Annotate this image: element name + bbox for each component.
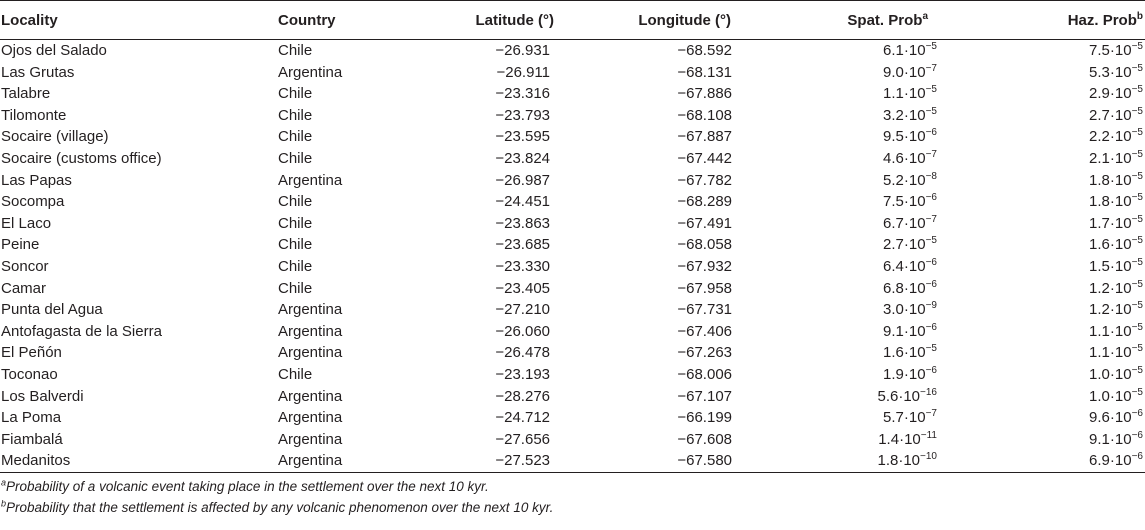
cell-haz-prob bbox=[968, 321, 1145, 343]
cell-locality: El Laco bbox=[1, 214, 52, 232]
spat-prob-exponent: −6 bbox=[925, 321, 937, 333]
spat-prob-base: 9.1·10 bbox=[883, 322, 926, 340]
spat-prob-base: 1.1·10 bbox=[883, 85, 926, 103]
haz-prob-base: 1.1·10 bbox=[1089, 322, 1132, 340]
spat-prob-exponent: −6 bbox=[925, 256, 937, 268]
haz-prob-base: 1.2·10 bbox=[1089, 279, 1132, 297]
cell-country: Argentina bbox=[278, 171, 343, 189]
cell-latitude: −26.478 bbox=[495, 344, 550, 362]
haz-prob-base: 2.2·10 bbox=[1089, 128, 1132, 146]
cell-locality: Medanitos bbox=[0, 450, 240, 472]
cell-locality: Antofagasta de la Sierra bbox=[1, 322, 162, 340]
cell-spat-prob bbox=[788, 126, 968, 148]
cell-longitude: −67.886 bbox=[677, 85, 732, 103]
cell-country: Argentina bbox=[278, 409, 343, 427]
header-spat-prob-footnote-mark: a bbox=[922, 10, 928, 22]
haz-prob-base: 6.9·10 bbox=[1089, 452, 1132, 470]
cell-haz-prob bbox=[968, 386, 1145, 408]
spat-prob-exponent: −7 bbox=[925, 213, 937, 225]
spat-prob-base: 6.7·10 bbox=[883, 214, 926, 232]
cell-haz-prob bbox=[968, 40, 1145, 62]
haz-prob-base: 1.7·10 bbox=[1089, 214, 1132, 232]
header-country: Country bbox=[240, 1, 390, 40]
cell-haz-prob bbox=[968, 342, 1145, 364]
cell-locality: El Peñón bbox=[1, 344, 62, 362]
haz-prob-exponent: −5 bbox=[1131, 321, 1143, 333]
cell-latitude: −24.451 bbox=[495, 193, 550, 211]
haz-prob-exponent: −5 bbox=[1131, 41, 1143, 52]
cell-longitude: −67.107 bbox=[677, 387, 732, 405]
spat-prob-exponent: −8 bbox=[925, 170, 937, 182]
cell-spat-prob bbox=[788, 450, 968, 472]
cell-haz-prob bbox=[968, 234, 1145, 256]
table-row bbox=[0, 191, 1145, 213]
cell-country: Chile bbox=[278, 214, 313, 232]
cell-country: Chile bbox=[278, 236, 313, 254]
cell-haz-prob bbox=[968, 126, 1145, 148]
cell-haz-prob bbox=[968, 148, 1145, 170]
cell-haz-prob bbox=[968, 429, 1145, 451]
spat-prob-exponent: −5 bbox=[925, 343, 937, 355]
cell-longitude: −67.406 bbox=[677, 322, 732, 340]
header-haz-prob bbox=[968, 1, 1145, 40]
cell-latitude: −26.060 bbox=[495, 322, 550, 340]
haz-prob-exponent: −5 bbox=[1131, 62, 1143, 74]
spat-prob-base: 1.9·10 bbox=[883, 365, 926, 383]
cell-latitude: −23.793 bbox=[495, 106, 550, 124]
table-row bbox=[0, 299, 1145, 321]
spat-prob-exponent: −5 bbox=[925, 105, 937, 117]
cell-longitude: −67.263 bbox=[677, 344, 732, 362]
haz-prob-base: 2.9·10 bbox=[1089, 85, 1132, 103]
cell-spat-prob bbox=[788, 364, 968, 386]
cell-longitude: −67.731 bbox=[677, 301, 732, 319]
table-header bbox=[0, 1, 1145, 40]
cell-latitude: −27.523 bbox=[390, 450, 602, 472]
haz-prob-base: 1.0·10 bbox=[1089, 387, 1132, 405]
table-row bbox=[0, 450, 1145, 472]
table-row bbox=[0, 148, 1145, 170]
footnote-a bbox=[1, 476, 1145, 497]
cell-locality: Los Balverdi bbox=[1, 387, 84, 405]
cell-locality: Peine bbox=[1, 236, 40, 254]
cell-longitude: −67.608 bbox=[677, 430, 732, 448]
cell-haz-prob bbox=[968, 105, 1145, 127]
cell-haz-prob bbox=[968, 62, 1145, 84]
table-row bbox=[0, 105, 1145, 127]
spat-prob-base: 1.4·10 bbox=[878, 430, 921, 448]
cell-longitude: −67.442 bbox=[677, 149, 732, 167]
cell-latitude: −23.316 bbox=[495, 85, 550, 103]
cell-country: Argentina bbox=[278, 387, 343, 405]
cell-latitude: −27.210 bbox=[495, 301, 550, 319]
cell-spat-prob bbox=[788, 429, 968, 451]
cell-haz-prob bbox=[968, 191, 1145, 213]
spat-prob-exponent: −5 bbox=[925, 84, 937, 96]
cell-locality: Tilomonte bbox=[1, 106, 67, 124]
cell-country: Argentina bbox=[278, 63, 343, 81]
cell-country: Argentina bbox=[240, 450, 390, 472]
haz-prob-exponent: −5 bbox=[1131, 343, 1143, 355]
haz-prob-exponent: −6 bbox=[1131, 408, 1143, 420]
table-row bbox=[0, 213, 1145, 235]
spat-prob-exponent: −6 bbox=[925, 127, 937, 139]
spat-prob-base: 6.4·10 bbox=[883, 257, 926, 275]
cell-longitude: −68.131 bbox=[677, 63, 732, 81]
cell-haz-prob bbox=[968, 407, 1145, 429]
cell-spat-prob bbox=[788, 256, 968, 278]
cell-spat-prob bbox=[788, 407, 968, 429]
haz-prob-base: 1.1·10 bbox=[1089, 344, 1132, 362]
spat-prob-base: 5.6·10 bbox=[877, 387, 921, 405]
header-spat-prob-label: Spat. Prob bbox=[847, 11, 923, 29]
spat-prob-exponent: −7 bbox=[925, 62, 937, 74]
haz-prob-exponent: −5 bbox=[1131, 213, 1143, 225]
cell-longitude: −67.491 bbox=[677, 214, 732, 232]
cell-latitude: −23.193 bbox=[495, 365, 550, 383]
cell-latitude: −23.685 bbox=[495, 236, 550, 254]
cell-country: Chile bbox=[278, 42, 313, 59]
spat-prob-exponent: −6 bbox=[925, 192, 937, 204]
table-row bbox=[0, 170, 1145, 192]
spat-prob-base: 3.2·10 bbox=[883, 106, 926, 124]
table-row bbox=[0, 256, 1145, 278]
cell-spat-prob bbox=[788, 191, 968, 213]
cell-spat-prob bbox=[788, 170, 968, 192]
cell-spat-prob bbox=[788, 105, 968, 127]
table-row bbox=[0, 234, 1145, 256]
cell-locality: Socaire (village) bbox=[1, 128, 109, 146]
cell-longitude: −68.592 bbox=[677, 42, 732, 59]
cell-locality: La Poma bbox=[1, 409, 62, 427]
cell-locality: Toconao bbox=[1, 365, 58, 383]
cell-country: Chile bbox=[278, 193, 313, 211]
haz-prob-exponent: −5 bbox=[1131, 192, 1143, 204]
haz-prob-exponent: −5 bbox=[1131, 386, 1143, 398]
table-row bbox=[0, 407, 1145, 429]
table-row bbox=[0, 62, 1145, 84]
cell-country: Chile bbox=[278, 365, 313, 383]
spat-prob-base: 1.8·10 bbox=[877, 452, 921, 470]
cell-locality: Camar bbox=[1, 279, 47, 297]
table-row bbox=[0, 278, 1145, 300]
cell-country: Chile bbox=[278, 85, 313, 103]
spat-prob-exponent: −5 bbox=[925, 41, 937, 52]
spat-prob-base: 6.8·10 bbox=[883, 279, 926, 297]
cell-spat-prob bbox=[788, 386, 968, 408]
cell-longitude: −67.782 bbox=[677, 171, 732, 189]
footnote-b bbox=[1, 497, 1145, 518]
haz-prob-exponent: −5 bbox=[1131, 105, 1143, 117]
spat-prob-base: 2.7·10 bbox=[883, 236, 926, 254]
cell-spat-prob bbox=[788, 278, 968, 300]
spat-prob-base: 5.7·10 bbox=[883, 409, 926, 427]
table-row bbox=[0, 321, 1145, 343]
cell-longitude: −67.887 bbox=[677, 128, 732, 146]
cell-latitude: −23.405 bbox=[495, 279, 550, 297]
cell-spat-prob bbox=[788, 213, 968, 235]
header-haz-prob-label: Haz. Prob bbox=[1067, 11, 1137, 29]
haz-prob-exponent: −5 bbox=[1131, 235, 1143, 247]
cell-haz-prob bbox=[968, 278, 1145, 300]
haz-prob-base: 2.1·10 bbox=[1089, 149, 1132, 167]
cell-country: Argentina bbox=[278, 344, 343, 362]
table-footnotes bbox=[0, 476, 1145, 518]
spat-prob-base: 6.1·10 bbox=[883, 42, 926, 59]
table-body bbox=[0, 40, 1145, 473]
cell-latitude: −26.911 bbox=[496, 63, 550, 81]
cell-latitude: −28.276 bbox=[495, 387, 550, 405]
haz-prob-base: 1.0·10 bbox=[1089, 365, 1132, 383]
cell-latitude: −26.931 bbox=[495, 42, 550, 59]
haz-prob-exponent: −5 bbox=[1131, 148, 1143, 160]
spat-prob-exponent: −9 bbox=[925, 300, 937, 312]
spat-prob-base: 4.6·10 bbox=[883, 149, 926, 167]
haz-prob-base: 7.5·10 bbox=[1089, 42, 1132, 59]
cell-longitude: −68.289 bbox=[677, 193, 732, 211]
cell-country: Chile bbox=[278, 106, 313, 124]
cell-country: Argentina bbox=[278, 430, 343, 448]
haz-prob-base: 1.5·10 bbox=[1089, 257, 1132, 275]
footnote-b-text: Probability that the settlement is affected by any volcanic phenomenon over the next 10 kyr. bbox=[6, 499, 554, 515]
cell-haz-prob bbox=[968, 170, 1145, 192]
haz-prob-exponent: −5 bbox=[1131, 278, 1143, 290]
cell-longitude: −67.580 bbox=[602, 450, 788, 472]
cell-locality: Talabre bbox=[1, 85, 51, 103]
spat-prob-exponent: −6 bbox=[925, 278, 937, 290]
cell-haz-prob bbox=[968, 83, 1145, 105]
cell-longitude: −67.958 bbox=[677, 279, 732, 297]
spat-prob-base: 3.0·10 bbox=[883, 301, 926, 319]
table-row bbox=[0, 342, 1145, 364]
cell-country: Chile bbox=[278, 128, 313, 146]
header-spat-prob bbox=[788, 1, 968, 40]
cell-latitude: −23.824 bbox=[495, 149, 550, 167]
cell-latitude: −23.330 bbox=[495, 257, 550, 275]
spat-prob-exponent: −10 bbox=[920, 451, 937, 463]
cell-locality: Socompa bbox=[1, 193, 65, 211]
cell-locality: Soncor bbox=[1, 257, 49, 275]
cell-country: Chile bbox=[278, 149, 313, 167]
haz-prob-base: 5.3·10 bbox=[1089, 63, 1132, 81]
haz-prob-exponent: −5 bbox=[1131, 127, 1143, 139]
cell-spat-prob bbox=[788, 148, 968, 170]
cell-longitude: −67.932 bbox=[677, 257, 732, 275]
haz-prob-base: 9.6·10 bbox=[1089, 409, 1132, 427]
haz-prob-base: 1.8·10 bbox=[1089, 193, 1132, 211]
cell-latitude: −26.987 bbox=[495, 171, 550, 189]
cell-country: Argentina bbox=[278, 301, 343, 319]
cell-spat-prob bbox=[788, 40, 968, 62]
cell-locality: Las Papas bbox=[1, 171, 72, 189]
table-row bbox=[0, 386, 1145, 408]
spat-prob-base: 7.5·10 bbox=[883, 193, 926, 211]
spat-prob-base: 1.6·10 bbox=[883, 344, 926, 362]
table-row bbox=[0, 364, 1145, 386]
cell-locality: Socaire (customs office) bbox=[1, 149, 162, 167]
cell-haz-prob bbox=[968, 364, 1145, 386]
footnote-a-text: Probability of a volcanic event taking place in the settlement over the next 10 kyr. bbox=[6, 478, 489, 494]
cell-locality: Punta del Agua bbox=[1, 301, 103, 319]
haz-prob-base: 1.2·10 bbox=[1089, 301, 1132, 319]
haz-prob-exponent: −5 bbox=[1131, 84, 1143, 96]
cell-country: Chile bbox=[278, 257, 313, 275]
header-locality: Locality bbox=[0, 1, 240, 40]
haz-prob-base: 9.1·10 bbox=[1089, 430, 1132, 448]
spat-prob-base: 9.0·10 bbox=[883, 63, 926, 81]
spat-prob-exponent: −7 bbox=[925, 148, 937, 160]
cell-country: Argentina bbox=[278, 322, 343, 340]
haz-prob-base: 2.7·10 bbox=[1089, 106, 1132, 124]
haz-prob-exponent: −6 bbox=[1131, 451, 1143, 463]
haz-prob-exponent: −5 bbox=[1131, 364, 1143, 376]
spat-prob-exponent: −11 bbox=[920, 429, 937, 441]
header-latitude: Latitude (°) bbox=[390, 1, 602, 40]
table-row bbox=[0, 126, 1145, 148]
cell-spat-prob bbox=[788, 299, 968, 321]
cell-latitude: −24.712 bbox=[495, 409, 550, 427]
cell-country: Chile bbox=[278, 279, 313, 297]
cell-haz-prob bbox=[968, 450, 1145, 472]
spat-prob-exponent: −7 bbox=[925, 408, 937, 420]
cell-longitude: −66.199 bbox=[677, 409, 732, 427]
cell-latitude: −27.656 bbox=[495, 430, 550, 448]
haz-prob-exponent: −5 bbox=[1131, 170, 1143, 182]
cell-haz-prob bbox=[968, 213, 1145, 235]
spat-prob-base: 5.2·10 bbox=[883, 171, 926, 189]
cell-haz-prob bbox=[968, 299, 1145, 321]
cell-longitude: −68.108 bbox=[677, 106, 732, 124]
cell-spat-prob bbox=[788, 342, 968, 364]
cell-latitude: −23.595 bbox=[495, 128, 550, 146]
header-longitude: Longitude (°) bbox=[602, 1, 788, 40]
cell-longitude: −68.058 bbox=[677, 236, 732, 254]
table-row bbox=[0, 40, 1145, 62]
footnote-a-mark: a bbox=[1, 477, 7, 488]
footnote-b-mark: b bbox=[1, 498, 7, 509]
table-row bbox=[0, 429, 1145, 451]
spat-prob-exponent: −5 bbox=[925, 235, 937, 247]
haz-prob-base: 1.6·10 bbox=[1089, 236, 1132, 254]
spat-prob-exponent: −16 bbox=[920, 386, 937, 398]
haz-prob-exponent: −6 bbox=[1131, 429, 1143, 441]
haz-prob-exponent: −5 bbox=[1131, 256, 1143, 268]
spat-prob-base: 9.5·10 bbox=[883, 128, 926, 146]
table-row bbox=[0, 83, 1145, 105]
cell-spat-prob bbox=[788, 83, 968, 105]
haz-prob-base: 1.8·10 bbox=[1089, 171, 1132, 189]
cell-spat-prob bbox=[788, 321, 968, 343]
cell-latitude: −23.863 bbox=[495, 214, 550, 232]
cell-locality: Ojos del Salado bbox=[1, 42, 107, 59]
cell-locality: Las Grutas bbox=[1, 63, 75, 81]
haz-prob-exponent: −5 bbox=[1131, 300, 1143, 312]
cell-longitude: −68.006 bbox=[677, 365, 732, 383]
header-haz-prob-footnote-mark: b bbox=[1136, 10, 1143, 22]
spat-prob-exponent: −6 bbox=[925, 364, 937, 376]
cell-locality: Fiambalá bbox=[1, 430, 63, 448]
cell-spat-prob bbox=[788, 234, 968, 256]
header-row bbox=[0, 1, 1145, 40]
cell-haz-prob bbox=[968, 256, 1145, 278]
cell-spat-prob bbox=[788, 62, 968, 84]
